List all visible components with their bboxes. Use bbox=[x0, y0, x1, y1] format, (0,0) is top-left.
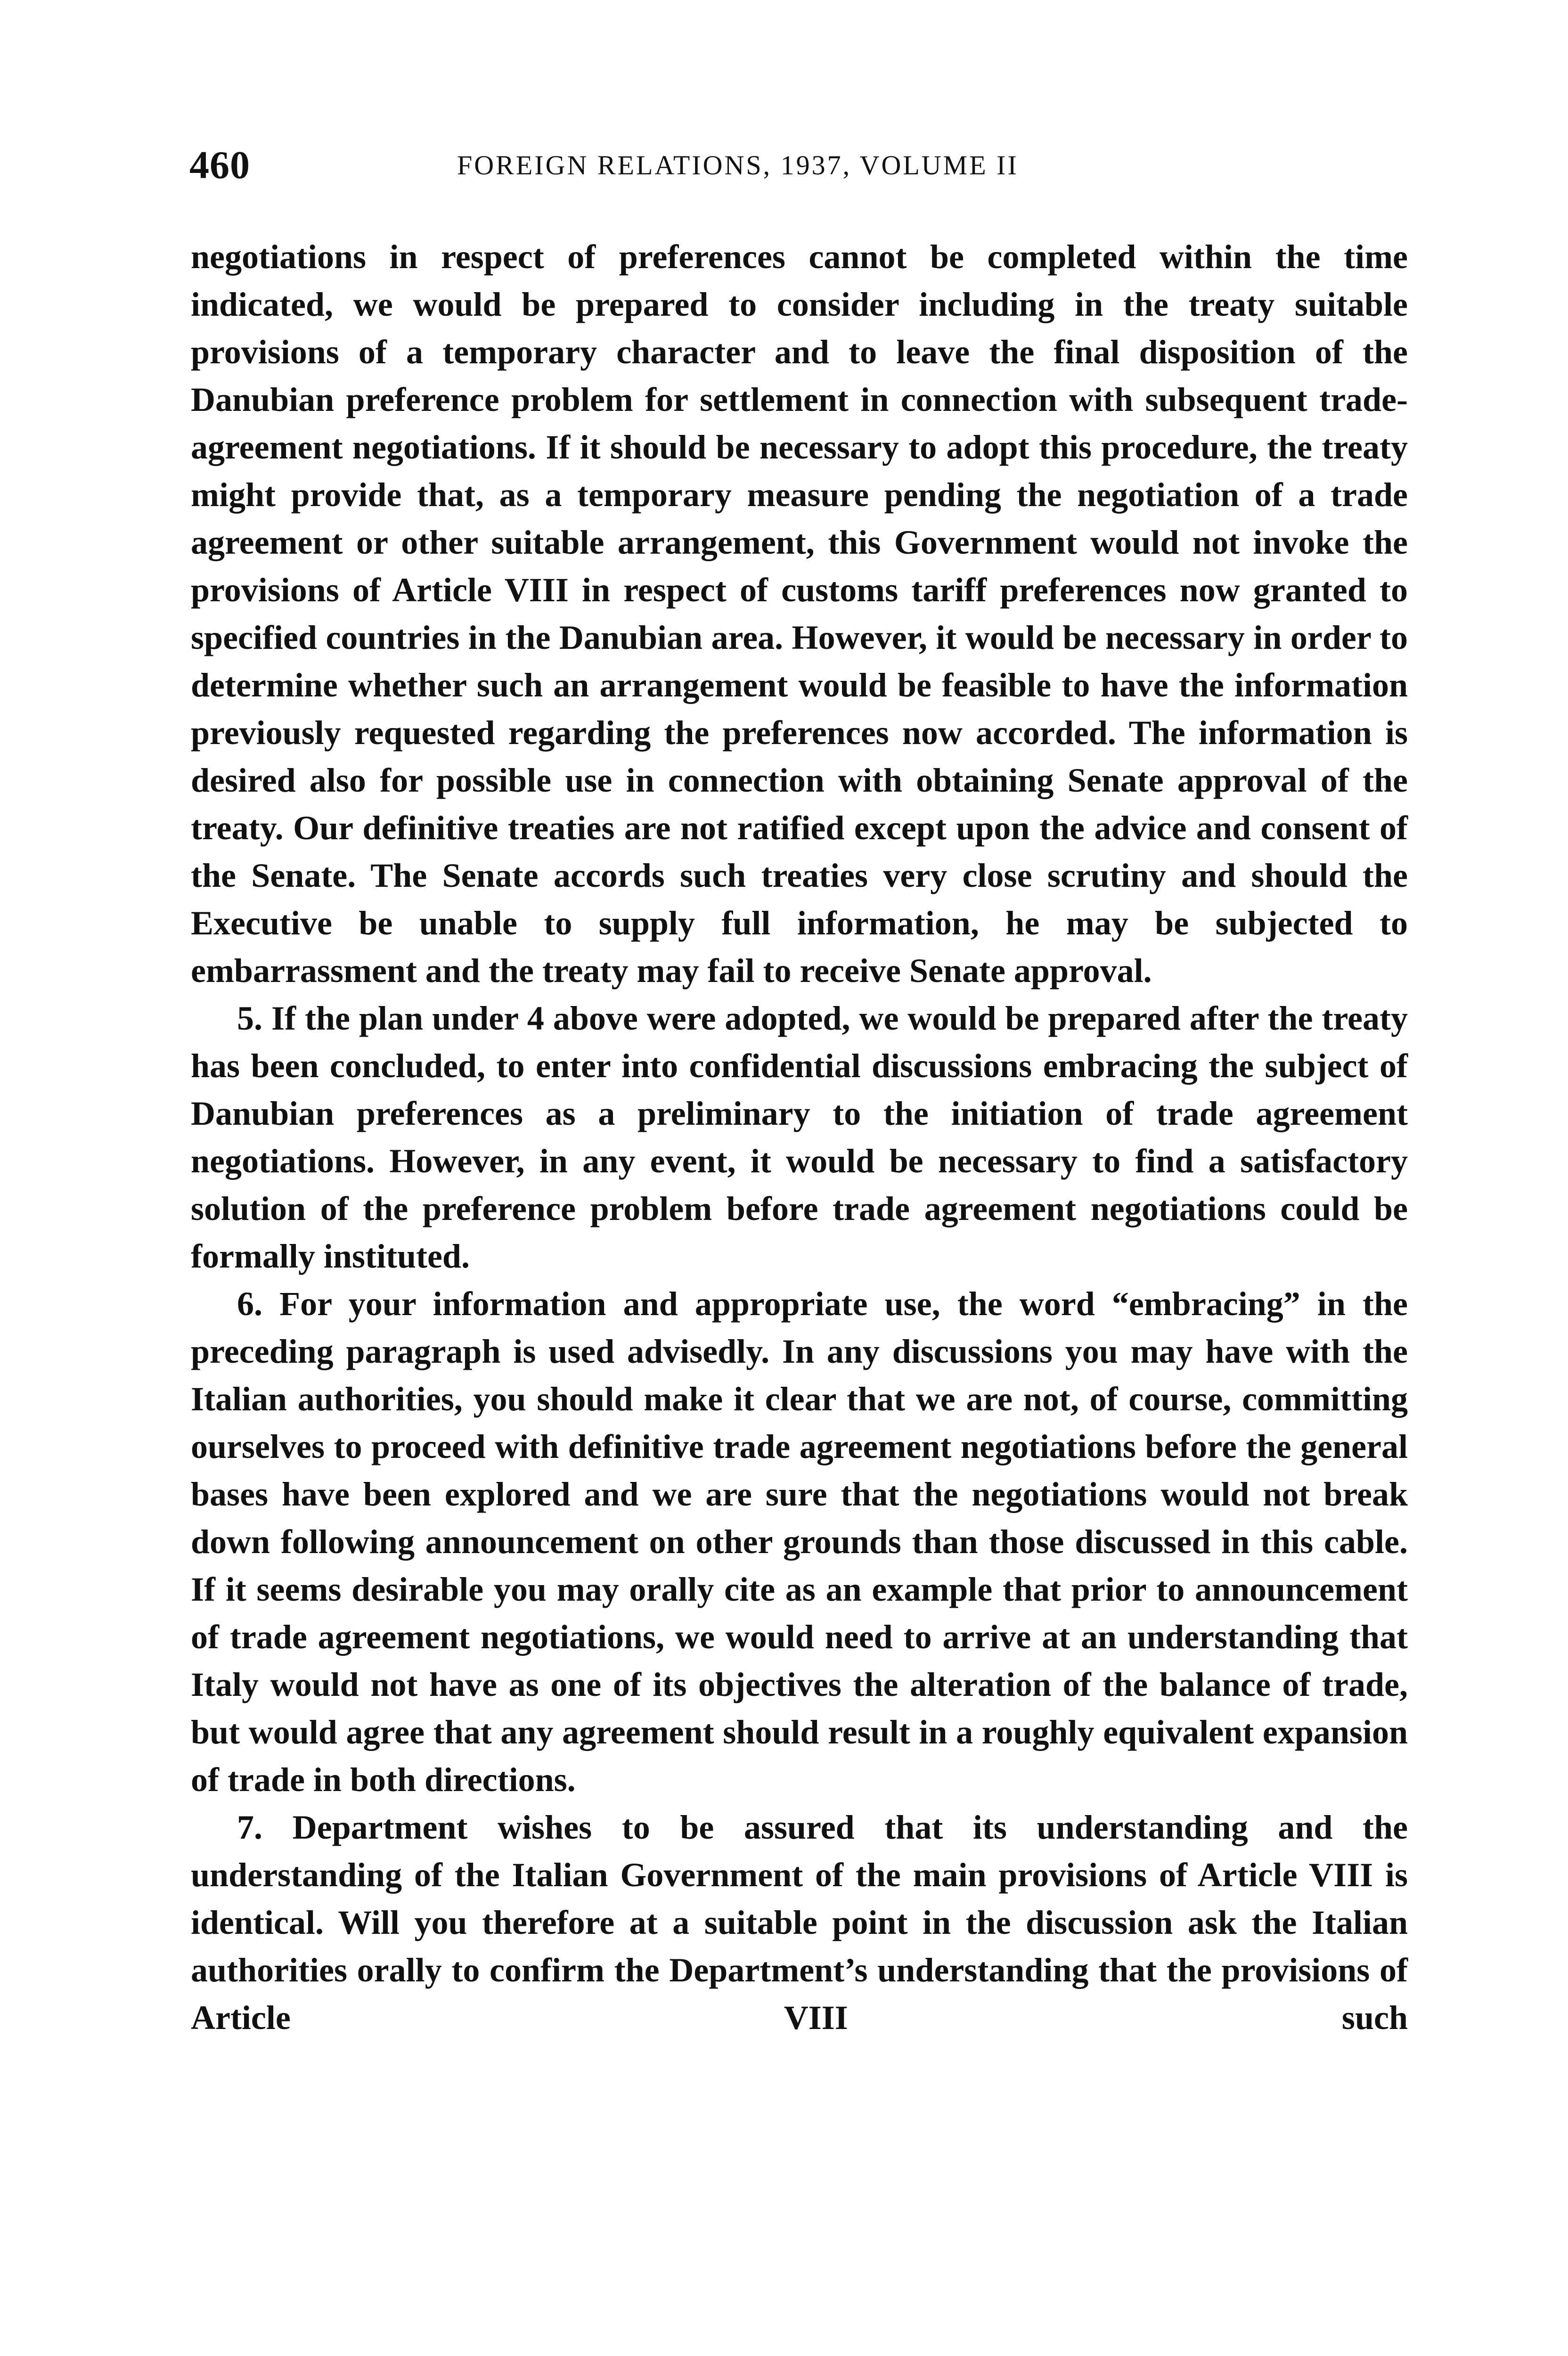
body-text bbox=[191, 233, 1408, 2042]
paragraph-6: 6. For your information and appropriate use, the word “embracing” in the preceding paragraph is used advisedly. In any discussions you may have with the Italian authorities, you should make it clear that we are not, of course, committing ourselves to proceed with definitive trade agreement negotiations before the general bases have been explored and we are sure that the negotiations would not break down following announcement on other grounds than those discussed in this cable. If it seems desirable you may orally cite as an example that prior to announcement of trade agreement negotiations, we would need to arrive at an understanding that Italy would not have as one of its objectives the alteration of the balance of trade, but would agree that any agreement should result in a roughly equivalent expansion of trade in both directions. bbox=[191, 1285, 1408, 1799]
running-head bbox=[0, 139, 1568, 191]
paragraph-7: 7. Department wishes to be assured that its understanding and the understanding of the Italian Government of the main provisions of Article VIII is identical. Will you therefore at a suitable point in the discussion ask the Italian authorities orally to confirm the Department’s understanding that the provisions of Article VIII such bbox=[191, 1808, 1408, 2037]
running-title: FOREIGN RELATIONS, 1937, VOLUME II bbox=[457, 150, 1019, 180]
paragraph-continuation: negotiations in respect of preferences cannot be completed within the time indicated, we would be prepared to consider including in the treaty suitable provisions of a temporary character and to leave the final disposition of the Danubian preference problem for settlement in connection with subsequent trade-agreement negotiations. If it should be necessary to adopt this procedure, the treaty might provide that, as a temporary measure pending the negotiation of a trade agreement or other suitable arrangement, this Government would not invoke the provisions of Article VIII in respect of customs tariff preferences now granted to specified countries in the Danubian area. However, it would be necessary in order to determine whether such an arrangement would be feasible to have the information previously requested regarding the preferences now accorded. The information is desired also for possible use in connection with obtaining Senate approval of the treaty. Our definitive treaties are not ratified except upon the advice and consent of the Senate. The Senate accords such treaties very close scrutiny and should the Executive be unable to supply full information, he may be subjected to embarrassment and the treaty may fail to receive Senate approval. bbox=[191, 238, 1408, 990]
paragraph-5: 5. If the plan under 4 above were adopted, we would be prepared after the treaty has been concluded, to enter into confidential discussions embracing the subject of Danubian preferences as a preliminary to the initiation of trade agreement negotiations. However, in any event, it would be necessary to find a satisfactory solution of the preference problem before trade agreement negotiations could be formally instituted. bbox=[191, 999, 1408, 1275]
page-number: 460 bbox=[189, 143, 250, 187]
